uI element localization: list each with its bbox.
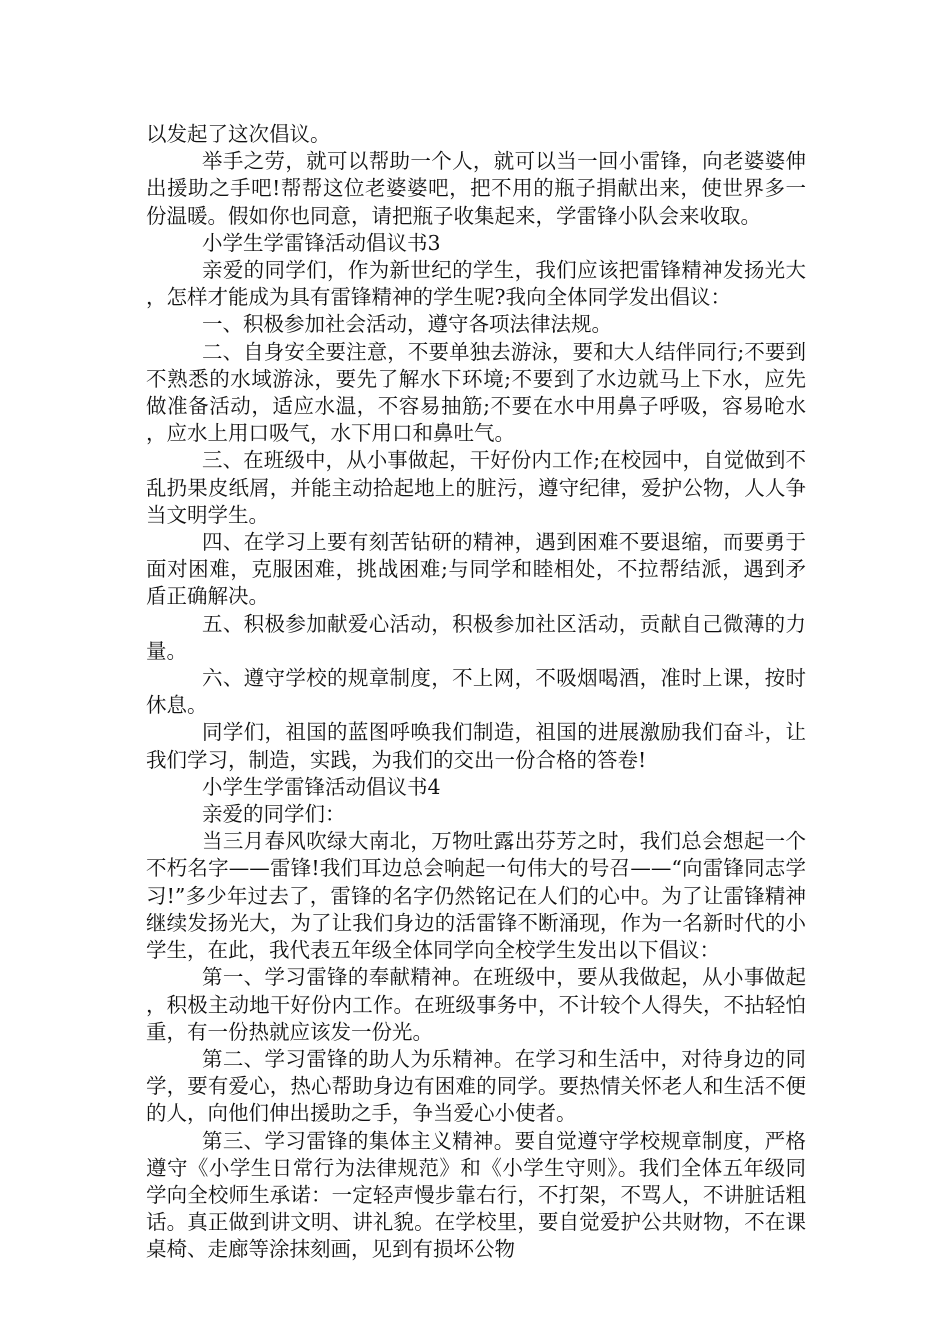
paragraph: 同学们，祖国的蓝图呼唤我们制造，祖国的进展激励我们奋斗，让我们学习，制造，实践，为我们的交出一份合格的答卷! — [146, 720, 806, 772]
paragraph: 举手之劳，就可以帮助一个人，就可以当一回小雷锋，向老婆婆伸出援助之手吧!帮帮这位老婆婆吧，把不用的瓶子捐献出来，使世界多一份温暖。假如你也同意，请把瓶子收集起来，学雷锋小队会来收取。 — [146, 149, 806, 228]
list-item: 第一、学习雷锋的奉献精神。在班级中，要从我做起，从小事做起，积极主动地干好份内工作。在班级事务中，不计较个人得失，不拈轻怕重，有一份热就应该发一份光。 — [146, 965, 806, 1044]
list-item: 第二、学习雷锋的助人为乐精神。在学习和生活中，对待身边的同学，要有爱心，热心帮助身边有困难的同学。要热情关怀老人和生活不便的人，向他们伸出援助之手，争当爱心小使者。 — [146, 1046, 806, 1126]
list-item: 第三、学习雷锋的集体主义精神。要自觉遵守学校规章制度，严格遵守《小学生日常行为法律规范》和《小学生守则》。我们全体五年级同学向全校师生承诺：一定轻声慢步靠右行，不打架，不骂人，不讲脏话粗话。真正做到讲文明、讲礼貌。在学校里，要自觉爱护公共财物，不在课桌椅、走廊等涂抹刻画，见到有损坏公物 — [146, 1128, 806, 1262]
salutation: 亲爱的同学们： — [202, 802, 346, 827]
paragraph: 当三月春风吹绿大南北，万物吐露出芬芳之时，我们总会想起一个不朽名字——雷锋!我们耳边总会响起一句伟大的号召——“向雷锋同志学习!”多少年过去了，雷锋的名字仍然铭记在人们的心中。为了让雷锋精神继续发扬光大，为了让我们身边的活雷锋不断涌现，作为一名新时代的小学生，在此，我代表五年级全体同学向全校学生发出以下倡议： — [146, 829, 806, 963]
list-item: 三、在班级中，从小事做起，干好份内工作;在校园中，自觉做到不乱扔果皮纸屑，并能主动拾起地上的脏污，遵守纪律，爱护公物，人人争当文明学生。 — [146, 448, 806, 527]
list-item: 二、自身安全要注意，不要单独去游泳，要和大人结伴同行;不要到不熟悉的水域游泳，要先了解水下环境;不要到了水边就马上下水，应先做准备活动，适应水温，不容易抽筋;不要在水中用鼻子呼吸，容易呛水，应水上用口吸气，水下用口和鼻吐气。 — [146, 339, 806, 446]
section-heading: 小学生学雷锋活动倡议书4 — [202, 774, 441, 799]
paragraph: 亲爱的同学们，作为新世纪的学生，我们应该把雷锋精神发扬光大，怎样才能成为具有雷锋精神的学生呢?我向全体同学发出倡议： — [146, 258, 806, 310]
paragraph: 以发起了这次倡议。 — [146, 122, 331, 146]
list-item: 一、积极参加社会活动，遵守各项法律法规。 — [202, 312, 612, 337]
document-body — [146, 121, 806, 1264]
list-item: 四、在学习上要有刻苦钻研的精神，遇到困难不要退缩，而要勇于面对困难，克服困难，挑战困难;与同学和睦相处，不拉帮结派，遇到矛盾正确解决。 — [146, 530, 806, 609]
section-heading: 小学生学雷锋活动倡议书3 — [202, 230, 441, 255]
list-item: 五、积极参加献爱心活动，积极参加社区活动，贡献自己微薄的力量。 — [146, 611, 806, 663]
list-item: 六、遵守学校的规章制度，不上网，不吸烟喝酒，准时上课，按时休息。 — [146, 666, 806, 718]
